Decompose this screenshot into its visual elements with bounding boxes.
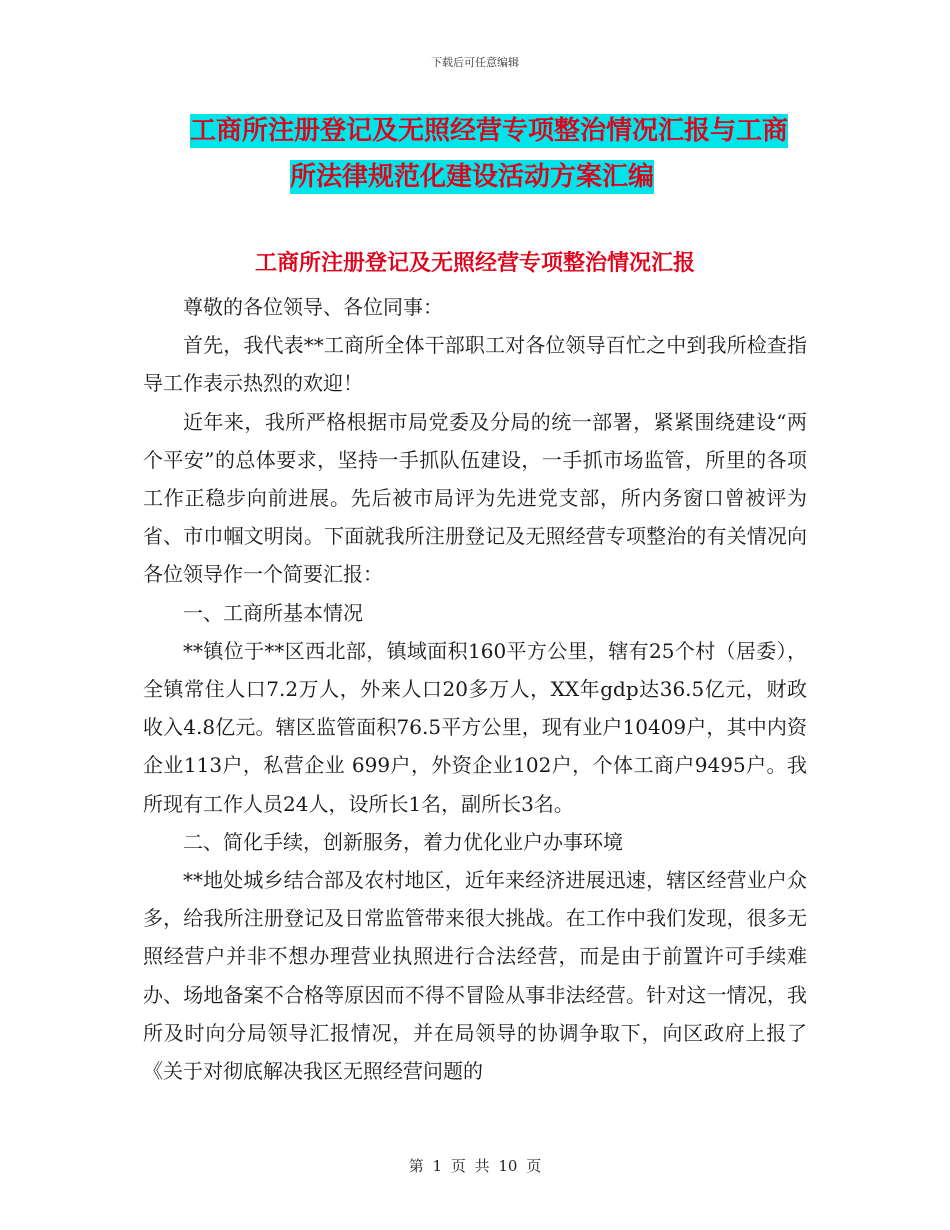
paragraph-basic-info: **镇位于**区西北部，镇域面积160平方公里，辖有25个村（居委），全镇常住人口7.2万人，外来人口20多万人，XX年gdp达36.5亿元，财政收入4.8亿元。辖区监管面积76.5平方公里，现有业户10409户，其中内资企业113户，私营企业 699户，外资企业102户，个体工商户9495户。我所现有工作人员24人，设所长1名，副所长3名。 <box>143 638 807 816</box>
paragraph-overview: 近年来，我所严格根据市局党委及分局的统一部署，紧紧围绕建设“两个平安”的总体要求，坚持一手抓队伍建设，一手抓市场监管，所里的各项工作正稳步向前进展。先后被市局评为先进党支部，所内务窗口曾被评为省、市巾帼文明岗。下面就我所注册登记及无照经营专项整治的有关情况向各位领导作一个简要汇报： <box>143 409 807 587</box>
paragraph-salutation: 尊敬的各位领导、各位同事： <box>183 295 443 319</box>
heading-simplify-procedures: 二、简化手续，创新服务，着力优化业户办事环境 <box>183 829 623 854</box>
page-footer: 第 1 页 共 10 页 <box>408 1157 542 1175</box>
header-note: 下载后可任意编辑 <box>431 56 519 69</box>
title-line-1: 工商所注册登记及无照经营专项整治情况汇报与工商 <box>190 116 789 146</box>
heading-basic-info: 一、工商所基本情况 <box>183 600 363 625</box>
body-text <box>143 288 807 1090</box>
paragraph-simplify-procedures: **地处城乡结合部及农村地区，近年来经济进展迅速，辖区经营业户众多，给我所注册登记及日常监管带来很大挑战。在工作中我们发现，很多无照经营户并非不想办理营业执照进行合法经营，而是由于前置许可手续难办、场地备案不合格等原因而不得不冒险从事非法经营。针对这一情况，我所及时向分局领导汇报情况，并在局领导的协调争取下，向区政府上报了《关于对彻底解决我区无照经营问题的 <box>143 868 807 1084</box>
paragraph-welcome: 首先，我代表**工商所全体干部职工对各位领导百忙之中到我所检查指导工作表示热烈的欢迎！ <box>143 333 807 396</box>
document-title <box>190 108 810 200</box>
section-title: 工商所注册登记及无照经营专项整治情况汇报 <box>254 250 695 276</box>
title-line-2: 所法律规范化建设活动方案汇编 <box>290 162 655 192</box>
